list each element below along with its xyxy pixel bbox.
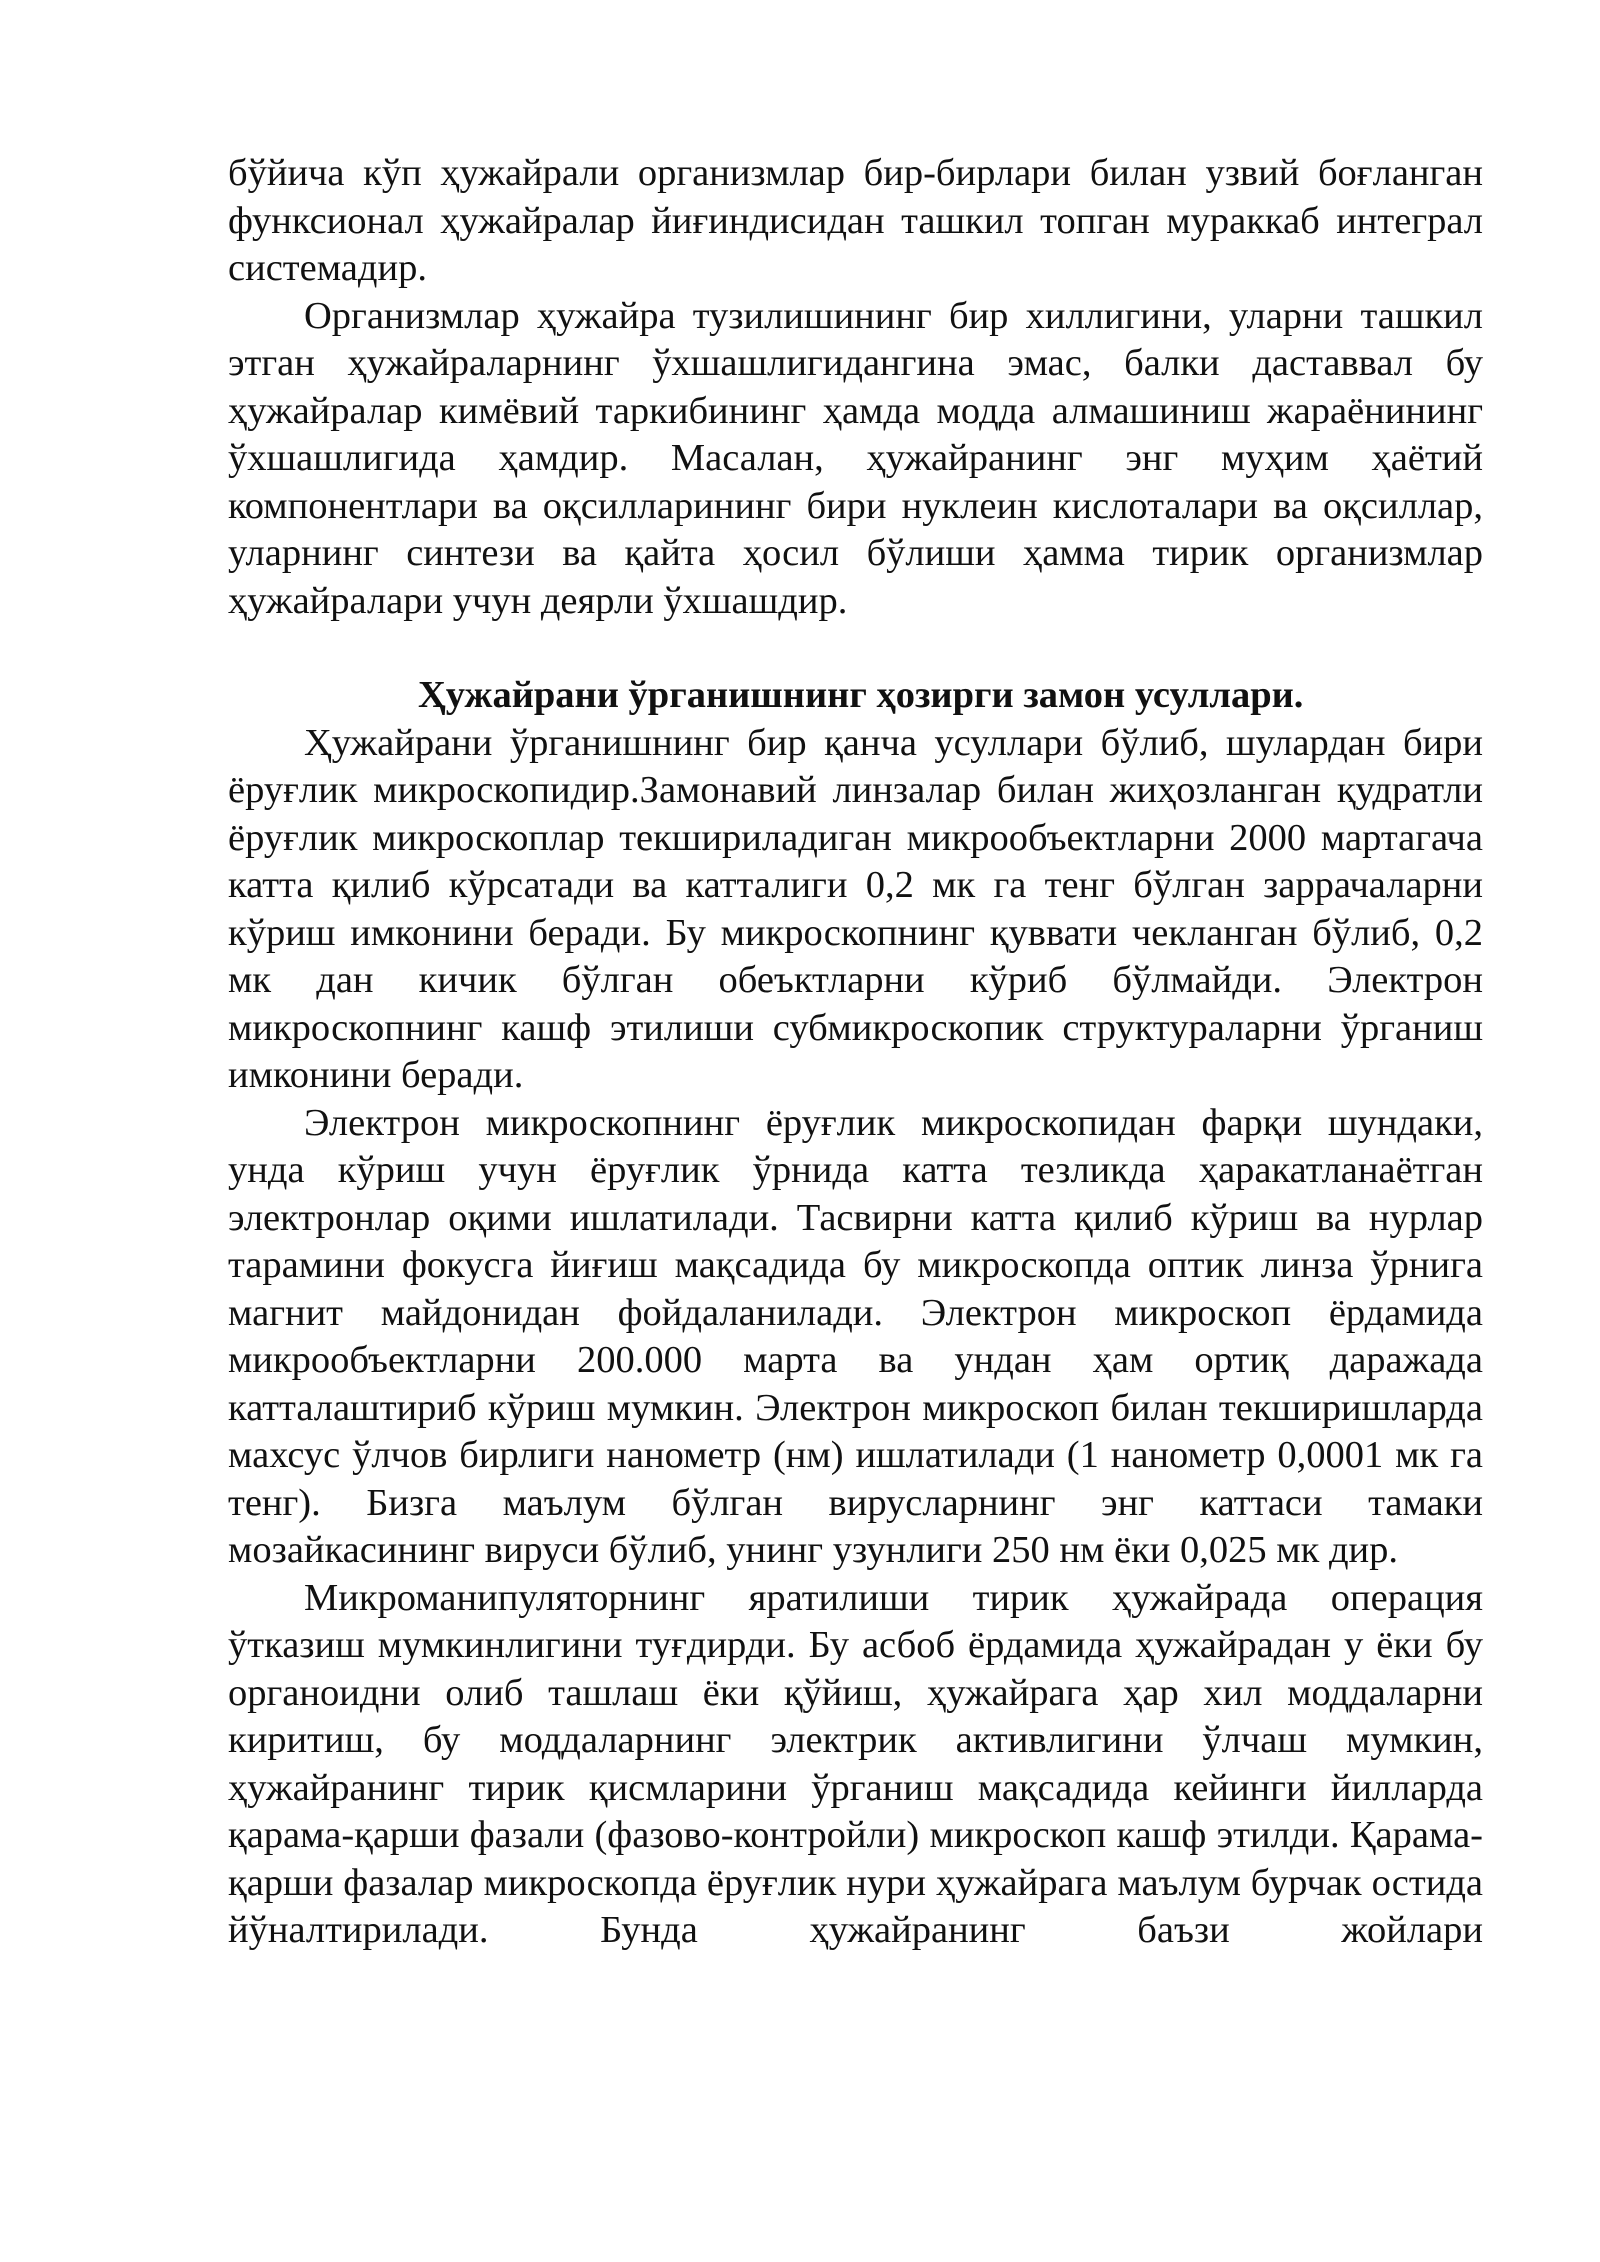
paragraph-light-microscope: Ҳужайрани ўрганишнинг бир қанча усуллари бўлиб, шулардан бири ёруғлик микроскопидир.Замонавий линзалар билан жиҳозланган қудратли ёруғлик микроскоплар текшириладиган микрообъектларни 2000 мартагача катта қилиб кўрсатади ва катталиги 0,2 мк га тенг бўлган заррачаларни кўриш имконини беради. Бу микроскопнинг қуввати чекланган бўлиб, 0,2 мк дан кичик бўлган обеъктларни кўриб бўлмайди. Электрон микроскопнинг кашф этилиши субмикроскопик структураларни ўрганиш имконини беради. bbox=[228, 721, 1483, 1096]
paragraph-organisms: Организмлар ҳужайра тузилишининг бир хиллигини, уларни ташкил этган ҳужайраларнинг ўхшашлигидангина эмас, балки даставвал бу ҳужайралар кимёвий таркибининг ҳамда модда алмашиниш жараёнининг ўхшашлигида ҳамдир. Масалан, ҳужайранинг энг муҳим ҳаётий компонентлари ва оқсилларининг бири нуклеин кислоталари ва оқсиллар, уларнинг синтези ва қайта ҳосил бўлиши ҳамма тирик организмлар ҳужайралари учун деярли ўхшашдир. bbox=[228, 294, 1483, 622]
paragraph-micromanipulator: Микроманипуляторнинг яратилиши тирик ҳужайрада операция ўтказиш мумкинлигини туғдирди. Бу асбоб ёрдамида ҳужайрадан у ёки бу органоидни олиб ташлаш ёки қўйиш, ҳужайрага ҳар хил моддаларни киритиш, бу моддаларнинг электрик активлигини ўлчаш мумкин, ҳужайранинг тирик қисмларини ўрганиш мақсадида кейинги йилларда қарама-қарши фазали (фазово-контройли) микроскоп кашф этилди. Қарама-қарши фазалар микроскопда ёруғлик нури ҳужайрага маълум бурчак остида йўналтирилади. Бунда ҳужайранинг баъзи жойлари bbox=[228, 1576, 1483, 1951]
paragraph-continuation: бўйича кўп ҳужайрали организмлар бир-бирлари билан узвий боғланган функсионал ҳужайралар йиғиндисидан ташкил топган мураккаб интеграл системадир. bbox=[228, 152, 1483, 289]
document-page bbox=[228, 150, 1483, 1955]
section-heading: Ҳужайрани ўрганишнинг ҳозирги замон усуллари. bbox=[418, 674, 1304, 716]
paragraph-electron-microscope: Электрон микроскопнинг ёруғлик микроскопидан фарқи шундаки, унда кўриш учун ёруғлик ўрнида катта тезликда ҳаракатланаётган электронлар оқими ишлатилади. Тасвирни катта қилиб кўриш ва нурлар тарамини фокусга йиғиш мақсадида бу микроскопда оптик линза ўрнига магнит майдонидан фойдаланилади. Электрон микроскоп ёрдамида микрообъектларни 200.000 марта ва ундан ҳам ортиқ даражада катталаштириб кўриш мумкин. Электрон микроскоп билан текширишларда махсус ўлчов бирлиги нанометр (нм) ишлатилади (1 нанометр 0,0001 мк га тенг). Бизга маълум бўлган вирусларнинг энг каттаси тамаки мозайкасининг вируси бўлиб, унинг узунлиги 250 нм ёки 0,025 мк дир. bbox=[228, 1101, 1483, 1571]
